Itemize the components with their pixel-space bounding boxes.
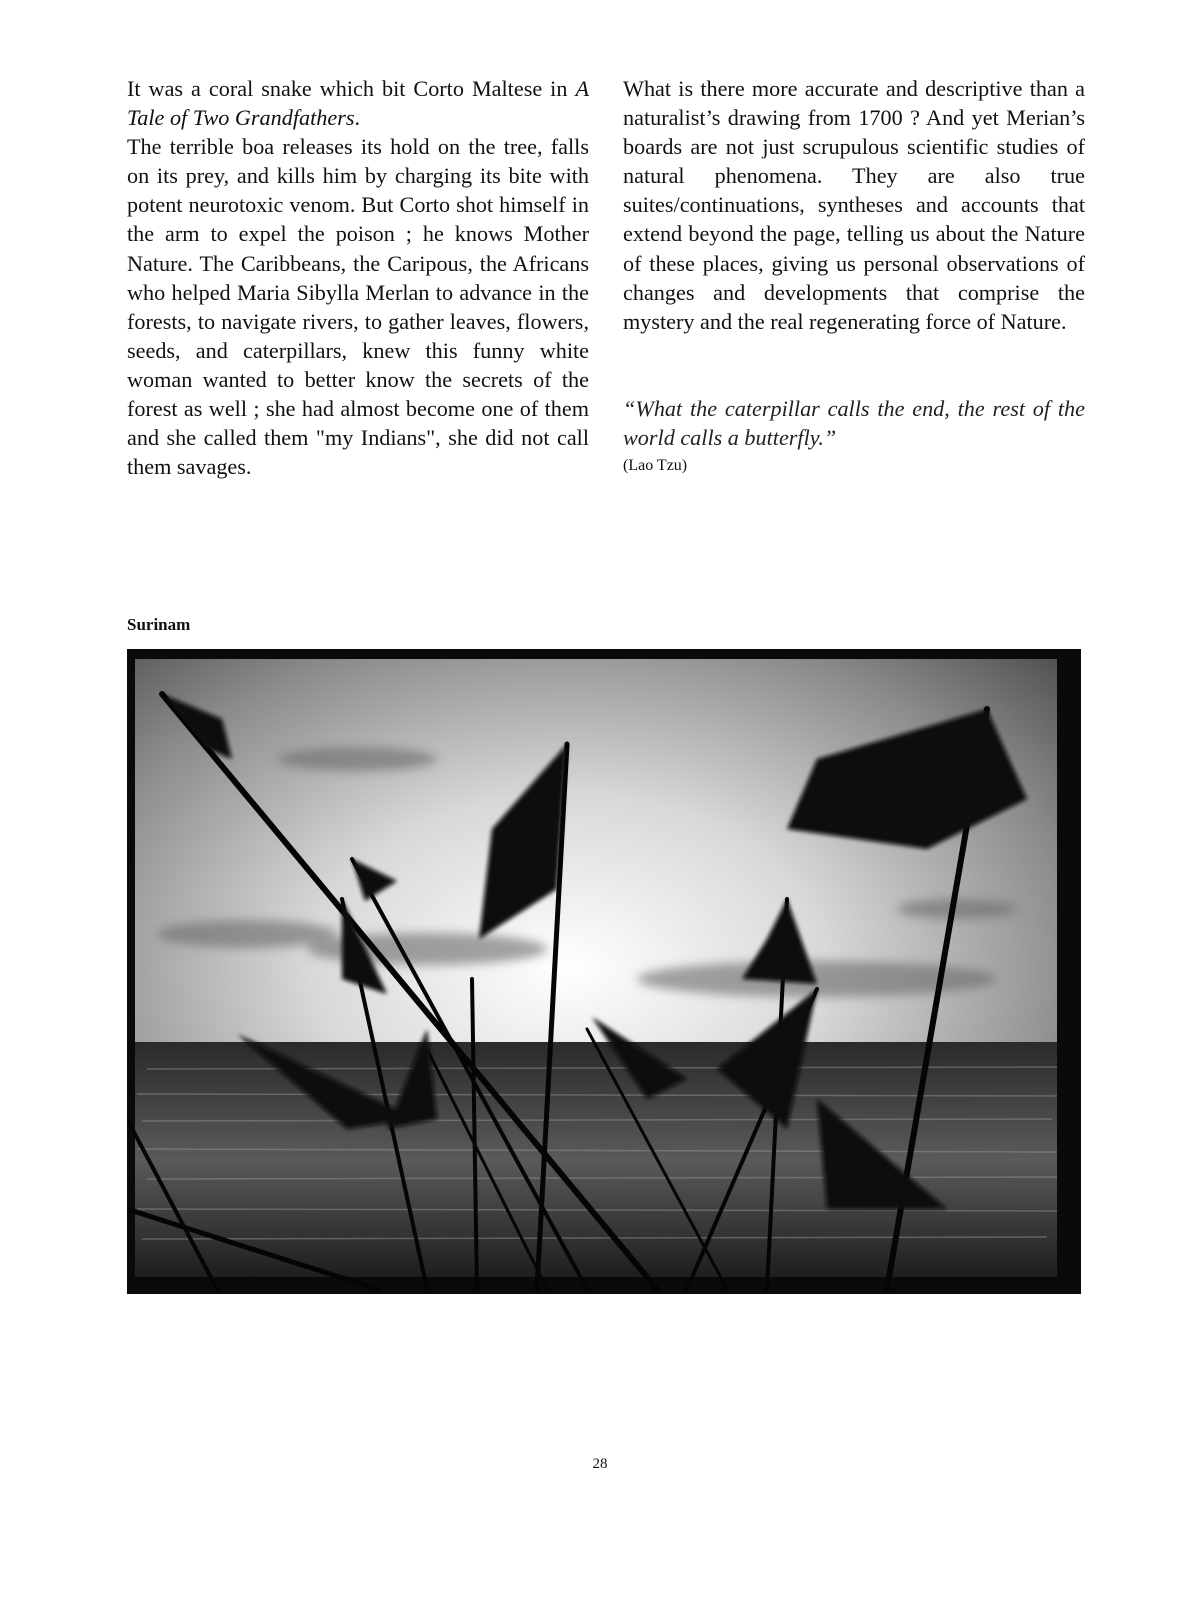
boa-paragraph: The terrible boa releases its hold on the tree, falls on its prey, and kills him by charging its bite with potent neurotoxic venom. But Corto shot himself in the arm to expel the poison ; he knows Mother Nature. The Caribbeans, the Caripous, the Africans who helped Maria Sibylla Merlan to advance in the forests, to navigate rivers, to gather leaves, flowers, seeds, and caterpillars, knew this funny white woman wanted to better know the secrets of the forest as well ; she had almost become one of them and she called them "my Indians", she did not call them savages. <box>127 134 589 480</box>
right-text-column <box>623 74 1085 477</box>
lao-tzu-quote: “What the caterpillar calls the end, the rest of the world calls a butterfly.” <box>623 395 1085 450</box>
page-number: 28 <box>592 1456 608 1472</box>
flags-at-sunset-image <box>127 649 1081 1294</box>
merian-paragraph: What is there more accurate and descriptive than a naturalist’s drawing from 1700 ? And yet Merian’s boards are not just scrupulous scientific studies of natural phenomena. They are also true suites/continuations, syntheses and accounts that extend beyond the page, telling us about the Nature of these places, giving us personal observations of changes and developments that comprise the mystery and the real regenerating force of Nature. <box>623 76 1085 334</box>
photo-caption: Surinam <box>127 615 191 634</box>
surinam-flags-photo <box>127 649 1081 1294</box>
quote-attribution: (Lao Tzu) <box>623 457 688 475</box>
intro-paragraph: It was a coral snake which bit Corto Maltese in A Tale of Two Grandfathers. <box>127 76 589 131</box>
book-title: A Tale of Two Grandfathers <box>127 76 589 131</box>
left-text-column <box>127 74 589 481</box>
